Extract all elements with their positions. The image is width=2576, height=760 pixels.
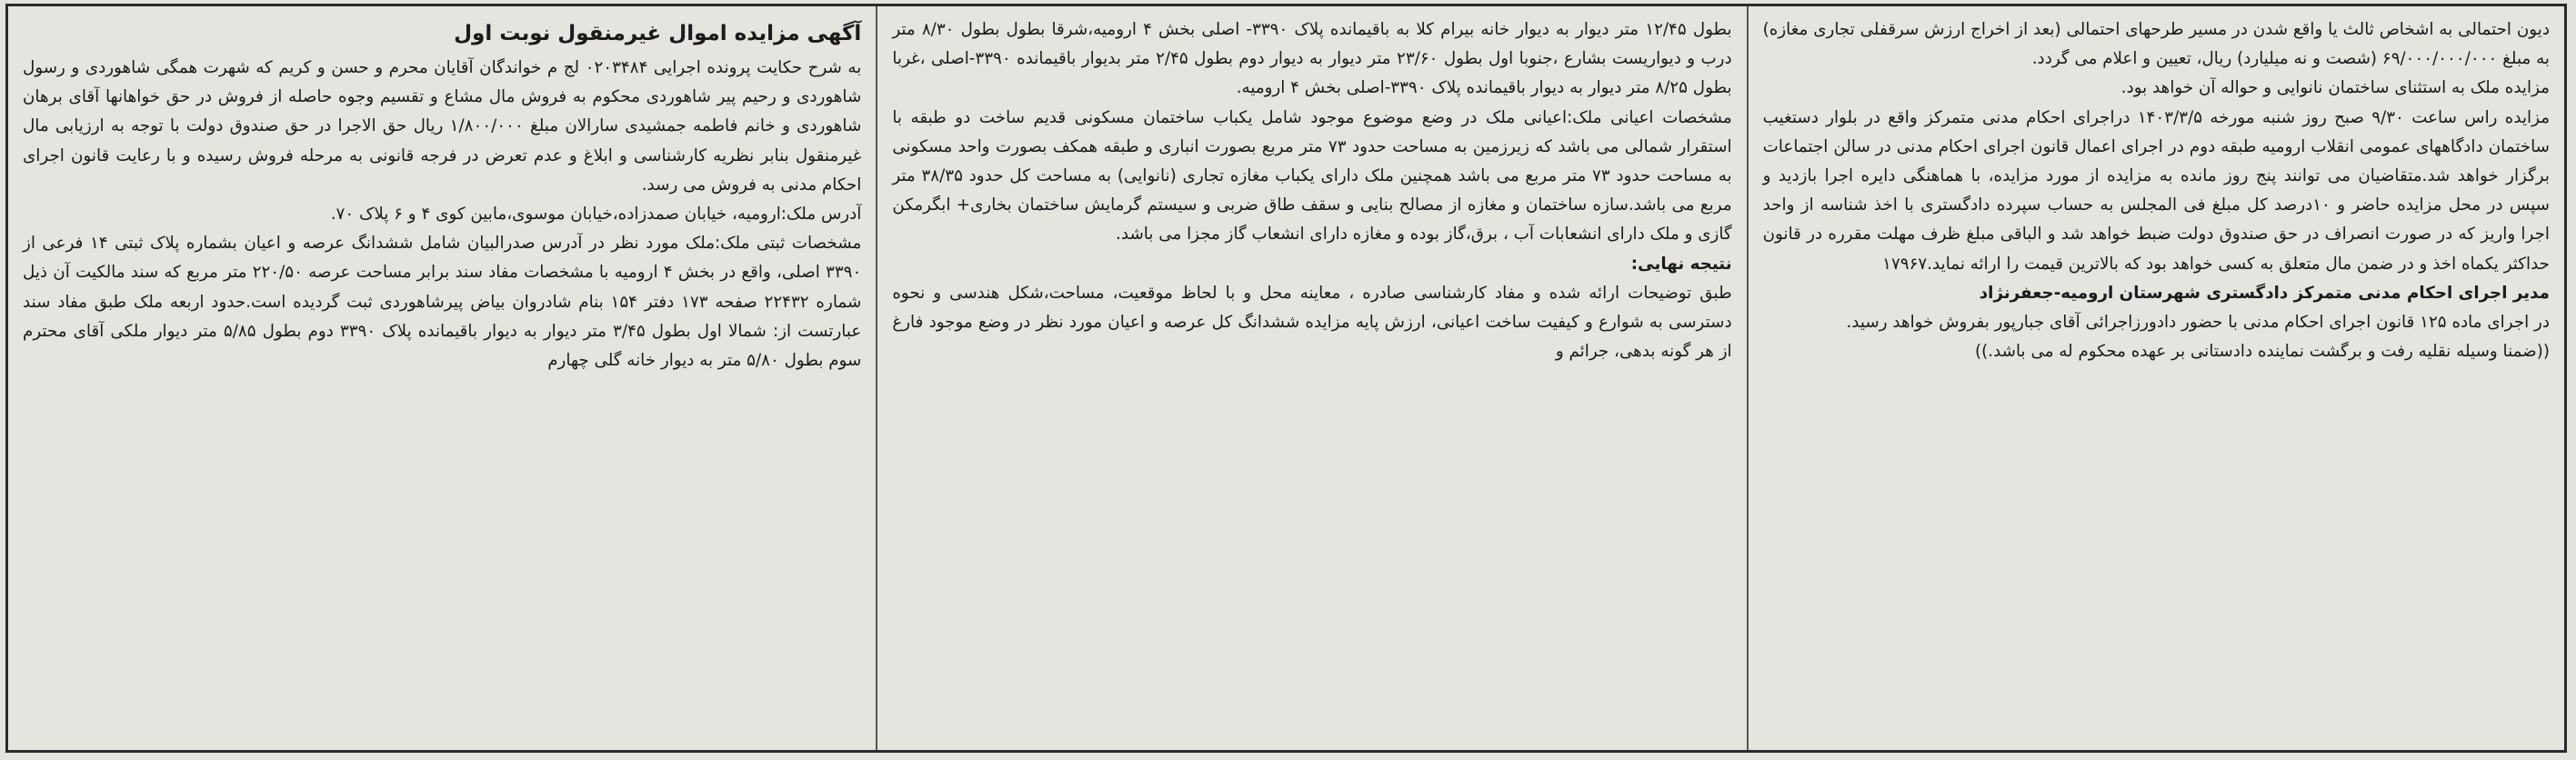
valuation-amount: دیون احتمالی به اشخاص ثالث یا واقع شدن در مسیر طرحهای احتمالی (بعد از اخراج ارزش سرقفلی تجاری مغازه) به مبلغ ۶۹/۰۰۰/۰۰۰/۰۰۰ (شصت و نه میلیارد) ریال، تعیین و اعلام می گردد. bbox=[1762, 20, 2550, 69]
final-result-heading: نتیجه نهایی: bbox=[1630, 254, 1732, 274]
signatory-line: مدیر اجرای احکام مدنی متمرکز دادگستری شهرستان ارومیه-جعفرنژاد bbox=[1979, 283, 2550, 303]
notice-intro-paragraph: به شرح حکایت پرونده اجرایی ۰۲۰۳۴۸۴ لج م خواندگان آقایان محرم و حسن و کریم که شهرت همگی شاهوردی و رسول شاهوردی و رحیم پیر شاهوردی محکوم به فروش مال مشاع و تقسیم وجوه حاصله از فروش در حق خواهانها آقای برهان شاهوردی و خانم فاطمه جمشیدی سارالان مبلغ ۱/۸۰۰/۰۰۰ ریال حق الاجرا در حق صندوق دولت با توجه به ارزیابی مال غیرمنقول بنابر نظریه کارشناسی و ابلاغ و عدم تعرض در فرجه قانونی به مرحله فروش رسیده و با رعایت قانون اجرای احکام مدنی به فروش می رسد. bbox=[23, 58, 862, 195]
property-address: آدرس ملک:ارومیه، خیابان صمدزاده،خیابان موسوی،مابین کوی ۴ و ۶ پلاک ۷۰. bbox=[330, 205, 862, 225]
building-specifications: مشخصات اعیانی ملک:اعیانی ملک در وضع موضوع موجود شامل یکباب ساختمان مسکونی قدیم ساخت دو طبقه با استقرار شمالی می باشد که زیرزمین به مساحت حدود ۷۳ متر مربع بصورت انباری و طبقه همکف بصورت واحد مسکونی به مساحت حدود ۷۳ متر مربع می باشد همچنین ملک دارای یکباب مغازه تجاری (نانوایی) به مساحت کل حدود ۳۸/۳۵ متر مربع می باشد.سازه ساختمان و مغازه از مصالح بنایی و سقف طاق ضربی و سیستم گرمایش ساختمان بخاری+ ابگرمکن گازی و ملک دارای انشعابات آب ، برق،گاز بوده و مغازه دارای انشعاب گاز مجزا می باشد. bbox=[892, 107, 1732, 245]
transport-note: ((ضمنا وسیله نقلیه رفت و برگشت نماینده دادستانی بر عهده محکوم له می باشد.)) bbox=[1975, 342, 2550, 362]
registration-details: مشخصات ثبتی ملک:ملک مورد نظر در آدرس صدرالبیان شامل ششدانگ عرصه و اعیان بشماره پلاک ثبتی ۱۴ فرعی از ۳۳۹۰ اصلی، واقع در بخش ۴ ارومیه با مشخصات مفاد سند برابر مساحت عرصه ۲۲۰/۵۰ متر مربع که سند مالکیت آن ذیل شماره ۲۲۴۳۲ صفحه ۱۷۳ دفتر ۱۵۴ بنام شادروان بیاض پیرشاهوردی ثبت گردیده است.حدود اربعه ملک طبق مفاد سند عبارتست از: شمالا اول بطول ۳/۴۵ متر دیوار به دیوار باقیمانده پلاک ۳۳۹۰ دوم بطول ۵/۸۵ متر دیوار ملکی آقای محترم سوم بطول ۵/۸۰ متر به دیوار خانه گلی چهارم bbox=[23, 234, 862, 371]
notice-column-middle bbox=[876, 6, 1748, 750]
valuation-paragraph: طبق توضیحات ارائه شده و مفاد کارشناسی صادره ، معاینه محل و با لحاظ موقعیت، مساحت،شکل هندسی و نحوه دسترسی به شوارع و کیفیت ساخت اعیانی، ارزش پایه مزایده ششدانگ کل عرصه و اعیان مورد نظر در وضع موجود فارغ از هر گونه بدهی، جرائم و bbox=[892, 283, 1732, 362]
notice-column-right bbox=[8, 6, 876, 750]
article-125-note: در اجرای ماده ۱۲۵ قانون اجرای احکام مدنی با حضور دادورزاجرائی آقای جبارپور بفروش خواهد رسید. bbox=[1846, 313, 2550, 333]
notice-column-left bbox=[1749, 6, 2564, 750]
auction-terms: مزایده راس ساعت ۹/۳۰ صبح روز شنبه مورخه ۱۴۰۳/۳/۵ دراجرای احکام مدنی متمرکز واقع در بلوار دستغیب ساختمان دادگاههای عمومی انقلاب ارومیه طبقه دوم در اجرای اعمال قانون اجرای احکام مدنی در سالن اجتماعات برگزار خواهد شد.متقاضیان می توانند پنج روز مانده به مزایده از مورد مزایده، با هماهنگی دایره اجرا بازدید و سپس در محل مزایده حاضر و ۱۰درصد کل مبلغ فی المجلس به حساب سپرده دادگستری با اخذ شناسه از واحد اجرا واریز که در صورت انصراف در حق صندوق دولت ضبط خواهد شد و الباقی مبلغ ظرف مهلت مقرره در قانون حداکثر یکماه اخذ و در ضمن مال متعلق به کسی خواهد بود که بالاترین قیمت را ارائه نماید.۱۷۹۶۷ bbox=[1762, 107, 2550, 274]
boundaries-continued: بطول ۱۲/۴۵ متر دیوار به دیوار خانه بیرام کلا به باقیمانده پلاک ۳۳۹۰- اصلی بخش ۴ ارومیه،شرقا بطول بطول ۸/۳۰ متر درب و دیواریست بشارع ،جنوبا اول بطول ۲۳/۶۰ متر دیوار به دیوار دوم بطول ۲/۴۵ متر بدیوار باقیمانده ۳۳۹۰-اصلی ،غربا بطول ۸/۲۵ متر دیوار به دیوار باقیمانده پلاک ۳۳۹۰-اصلی بخش ۴ ارومیه. bbox=[892, 20, 1732, 98]
legal-notice-panel bbox=[5, 4, 2567, 753]
auction-exception: مزایده ملک به استثنای ساختمان نانوایی و حواله آن خواهد بود. bbox=[2120, 78, 2550, 98]
notice-title: آگهی مزایده اموال غیرمنقول نوبت اول bbox=[454, 22, 862, 45]
